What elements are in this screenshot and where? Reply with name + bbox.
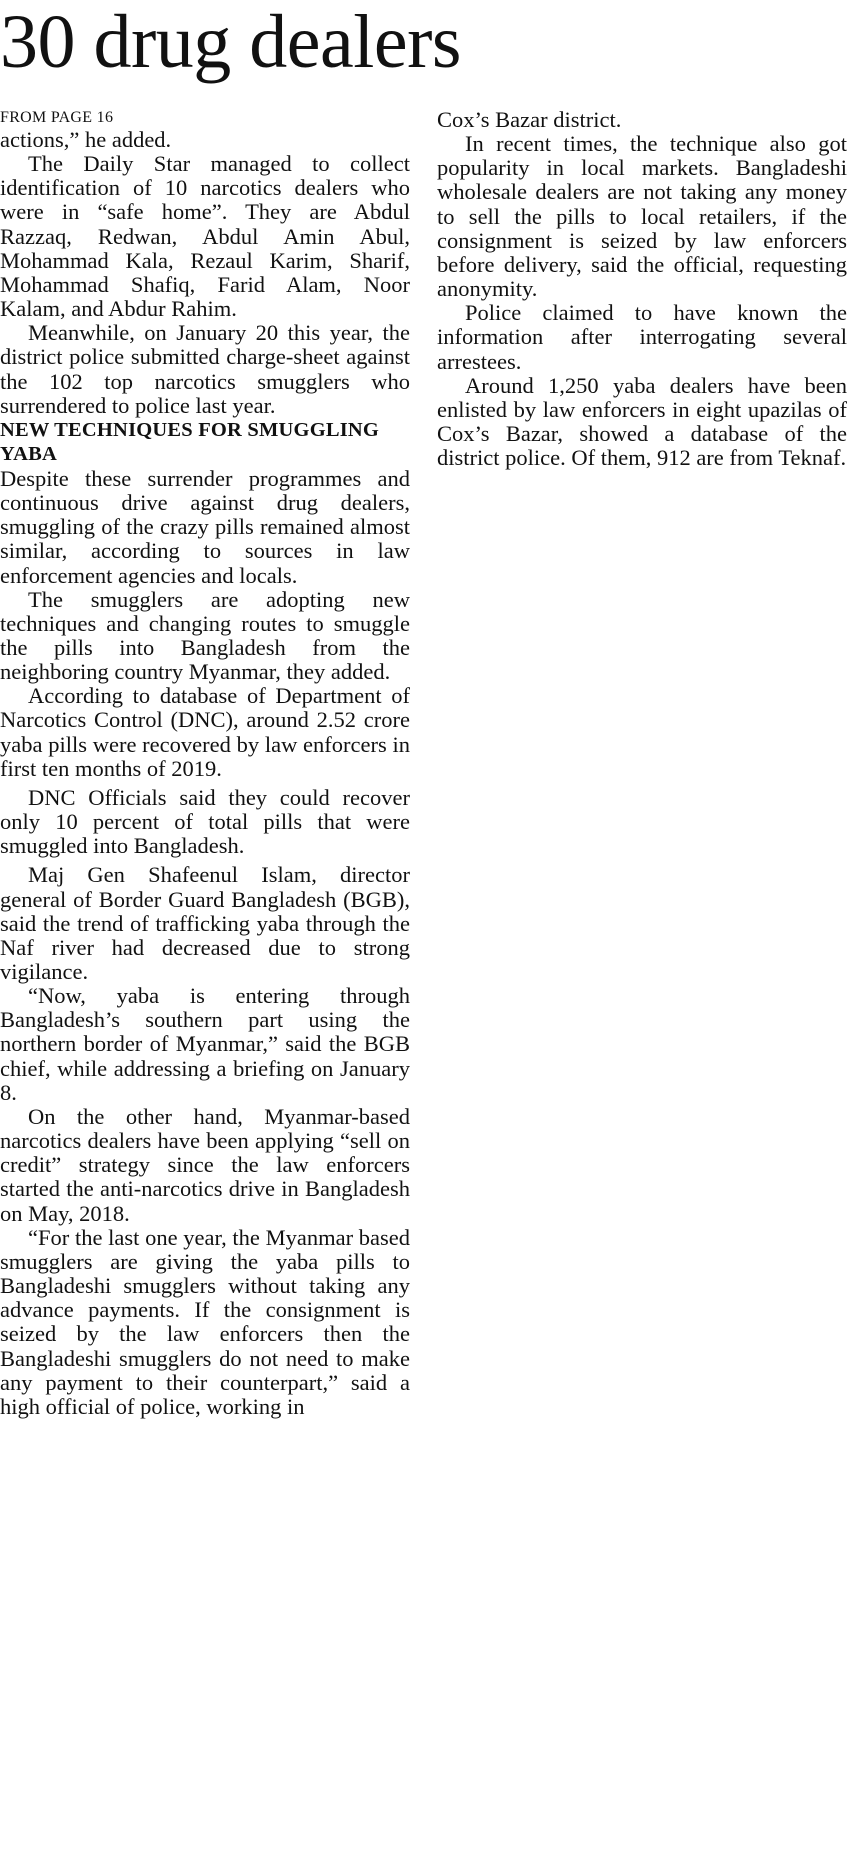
paragraph-dnc: DNC Officials said they could recover only 10 percent of total pills that were smuggled into Bangladesh. <box>0 784 410 859</box>
paragraph-intro: actions,” he added. <box>0 127 172 152</box>
right-column <box>437 108 847 470</box>
paragraph-smugglers: The smugglers are adopting new techniques and changing routes to smuggle the pills into Bangladesh from the neighboring country Myanmar, they added. <box>0 586 410 685</box>
continued-from-page: FROM PAGE 16 <box>0 109 114 126</box>
paragraph-coxs: Cox’s Bazar district. <box>437 107 622 132</box>
paragraph-majgen: Maj Gen Shafeenul Islam, director general of Border Guard Bangladesh (BGB), said the trend of trafficking yaba through the Naf river had decreased due to strong vigilance. <box>0 862 410 984</box>
headline: 30 drug dealers <box>0 0 462 84</box>
paragraph-despite: Despite these surrender programmes and continuous drive against drug dealers, smuggling of the crazy pills remained almost similar, according to sources in law enforcement agencies and locals. <box>0 465 410 588</box>
paragraph-meanwhile: Meanwhile, on January 20 this year, the district police submitted charge-sheet against the 102 top narcotics smugglers who surrendered to police last year. <box>0 320 410 418</box>
paragraph-other-hand: On the other hand, Myanmar-based narcotics dealers have been applying “sell on credit” strategy since the law enforcers started the anti-narcotics drive in Bangladesh on May, 2018. <box>0 1103 410 1226</box>
subheading: NEW TECHNIQUES FOR SMUGGLING YABA <box>0 418 380 466</box>
paragraph-police: Police claimed to have known the information after interrogating several arrestees. <box>437 300 847 374</box>
paragraph-according: According to database of Department of Narcotics Control (DNC), around 2.52 crore yaba pills were recovered by law enforcers in first ten months of 2019. <box>0 683 410 781</box>
paragraph-recent: In recent times, the technique also got popularity in local markets. Bangladeshi wholesale dealers are not taking any money to sell the pills to local retailers, if the consignment is seized by law enforcers before delivery, said the official, requesting anonymity. <box>437 131 847 302</box>
paragraph-daily-star: The Daily Star managed to collect identification of 10 narcotics dealers who were in “safe home”. They are Abdul Razzaq, Redwan, Abdul Amin Abul, Mohammad Kala, Rezaul Karim, Sharif, Mohammad Shafiq, Farid Alam, Noor Kalam, and Abdur Rahim. <box>0 151 410 322</box>
paragraph-around: Around 1,250 yaba dealers have been enlisted by law enforcers in eight upazilas of Cox’s Bazar, showed a database of the district police. Of them, 912 are from Teknaf. <box>437 372 847 471</box>
left-column <box>0 108 410 1419</box>
paragraph-now: “Now, yaba is entering through Bangladesh’s southern part using the northern border of Myanmar,” said the BGB chief, while addressing a briefing on January 8. <box>0 983 410 1105</box>
paragraph-for-last: “For the last one year, the Myanmar based smugglers are giving the yaba pills to Bangladeshi smugglers without taking any advance payments. If the consignment is seized by the law enforcers then the Bangladeshi smugglers do not need to make any payment to their counterpart,” said a high official of police, working in <box>0 1224 410 1419</box>
